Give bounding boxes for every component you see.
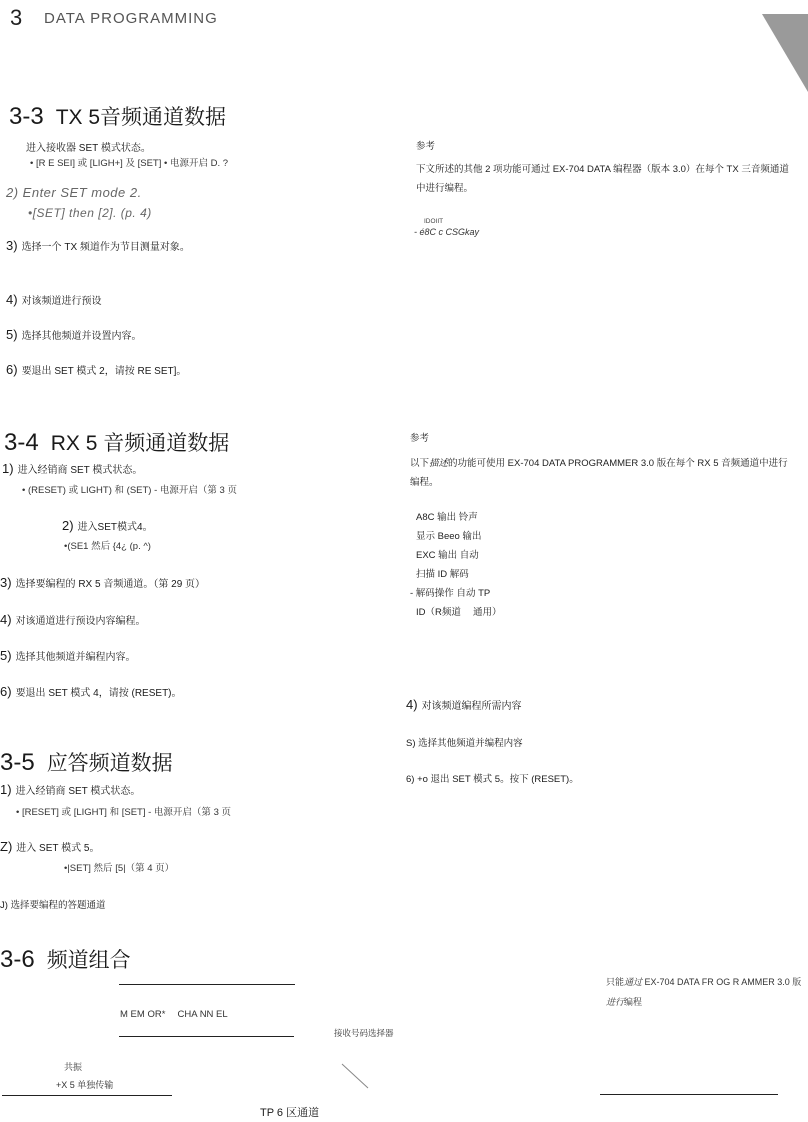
divider-line (600, 1094, 778, 1095)
s34-step6: 6) 要退出 SET 模式 4，请按 (RESET)。 (0, 684, 182, 699)
section-3-5-title: 应答频道数据 (46, 752, 173, 775)
s34-step3: 3) 选择要编程的 RX 5 音频通道。（第 29 页） (0, 575, 206, 590)
ref2-body: 以下描述的功能可使用 EX-704 DATA PROGRAMMER 3.0 版在每个 RX 5 音频通道中进行编程。 (410, 458, 788, 488)
section-3-5-heading (0, 747, 173, 777)
s33-step1-sub: • [R E SEI] 或 [LIGH+] 及 [SET] • 电源开启 D. ? (30, 158, 229, 169)
section-3-3-title: TX 5音频通道数据 (55, 106, 227, 129)
ref2-item-4: 扫描 ID 解码 (416, 569, 469, 580)
section-3-3-heading (9, 101, 226, 131)
s35-step2: Z) 进入 SET 模式 5。 (0, 839, 100, 854)
ref2-item-3: EXC 输出 自动 (416, 550, 479, 561)
s34-step2: 2) 进入SET模式4。 (62, 518, 153, 533)
section-3-3-number: 3-3 (9, 103, 44, 130)
section-3-5-number: 3-5 (0, 749, 35, 776)
resonance-label: 共振 (64, 1062, 83, 1072)
s35-step2-sub: •|SET] 然后 [5|（第 4 页） (64, 863, 175, 874)
chapter-title: DATA PROGRAMMING (44, 10, 218, 27)
ref1-body: 下文所述的其他 2 项功能可通过 EX-704 DATA 编程器（版本 3.0）在每个 TX 三音频通道中进行编程。 (416, 164, 789, 194)
ref2-item-1: A8C 输出 铃声 (416, 512, 478, 523)
s33-step4: 4) 对该频道进行预设 (6, 292, 102, 307)
s33-step2: 2) Enter SET mode 2. (6, 185, 142, 200)
s33-step2-sub: •[SET] then [2]. (p. 4) (28, 206, 152, 220)
section-3-4-number: 3-4 (4, 429, 39, 456)
ref1-title: 参考 (416, 141, 436, 152)
ref1-note2: - é8C c CSGkay (414, 227, 480, 237)
divider-line (119, 984, 295, 985)
ref2-step4: 4) 对该频道编程所需内容 (406, 697, 522, 712)
s33-step6: 6) 要退出 SET 模式 2，请按 RE SET]。 (6, 362, 187, 377)
ref2-item-5: - 解码操作 自动 TP (410, 588, 491, 599)
s35-step1-sub: • [RESET] 或 [LIGHT] 和 [SET] - 电源开启（第 3 页 (16, 807, 231, 818)
section-3-6-heading (0, 944, 131, 974)
diagonal-stroke (340, 1062, 370, 1090)
divider-line (119, 1036, 294, 1037)
s34-step1: 1) 进入经销商 SET 模式状态。 (2, 461, 143, 476)
s34-step2-sub: •(SE1 然后 {4¿ (p. ^) (64, 541, 151, 552)
divider-line (2, 1095, 172, 1096)
s34-step1-sub: • (RESET) 或 LIGHT) 和 (SET) - 电源开启（第 3 页 (22, 485, 237, 496)
section-3-6-title: 频道组合 (46, 949, 131, 972)
s35-step3: J) 选择要编程的答题通道 (0, 900, 106, 911)
ref1-note1: IDOIIT (424, 218, 444, 225)
ref2-item-6: ID（R频道 通用） (416, 607, 502, 618)
section-3-4-title: RX 5 音频通道数据 (50, 432, 230, 455)
ref2-item-2: 显示 Beeo 输出 (416, 531, 482, 542)
single-transmit-label: +X 5 单独传输 (56, 1080, 114, 1090)
s33-step1: 进入接收器 SET 模式状态。 (26, 143, 151, 154)
programming-note-line2: 进行编程 (606, 997, 643, 1007)
s34-step4: 4) 对该通道进行预设内容编程。 (0, 612, 146, 627)
section-3-4-heading (4, 427, 229, 457)
ref2-step6: 6) +o 退出 SET 模式 5。按下 (RESET)。 (406, 774, 579, 785)
s35-step1: 1) 进入经销商 SET 模式状态。 (0, 782, 141, 797)
programming-note-line1: 只能通过 EX-704 DATA FR OG R AMMER 3.0 版 (606, 977, 802, 987)
section-3-6-number: 3-6 (0, 946, 35, 973)
s33-step3: 3) 选择一个 TX 频道作为节目测量对象。 (6, 238, 190, 253)
receiver-selector-label: 接收号码选择器 (334, 1028, 394, 1038)
memory-channel-label: M EM OR* CHA NN EL (120, 1009, 228, 1020)
ref2-step5: S) 选择其他频道并编程内容 (406, 738, 523, 749)
tp-channel-label: TP 6 区通道 (260, 1107, 320, 1119)
chapter-number: 3 (10, 5, 23, 30)
s34-step5: 5) 选择其他频道并编程内容。 (0, 648, 136, 663)
corner-tab-decoration (762, 14, 808, 92)
ref2-title: 参考 (410, 433, 430, 444)
s33-step5: 5) 选择其他频道并设置内容。 (6, 327, 142, 342)
